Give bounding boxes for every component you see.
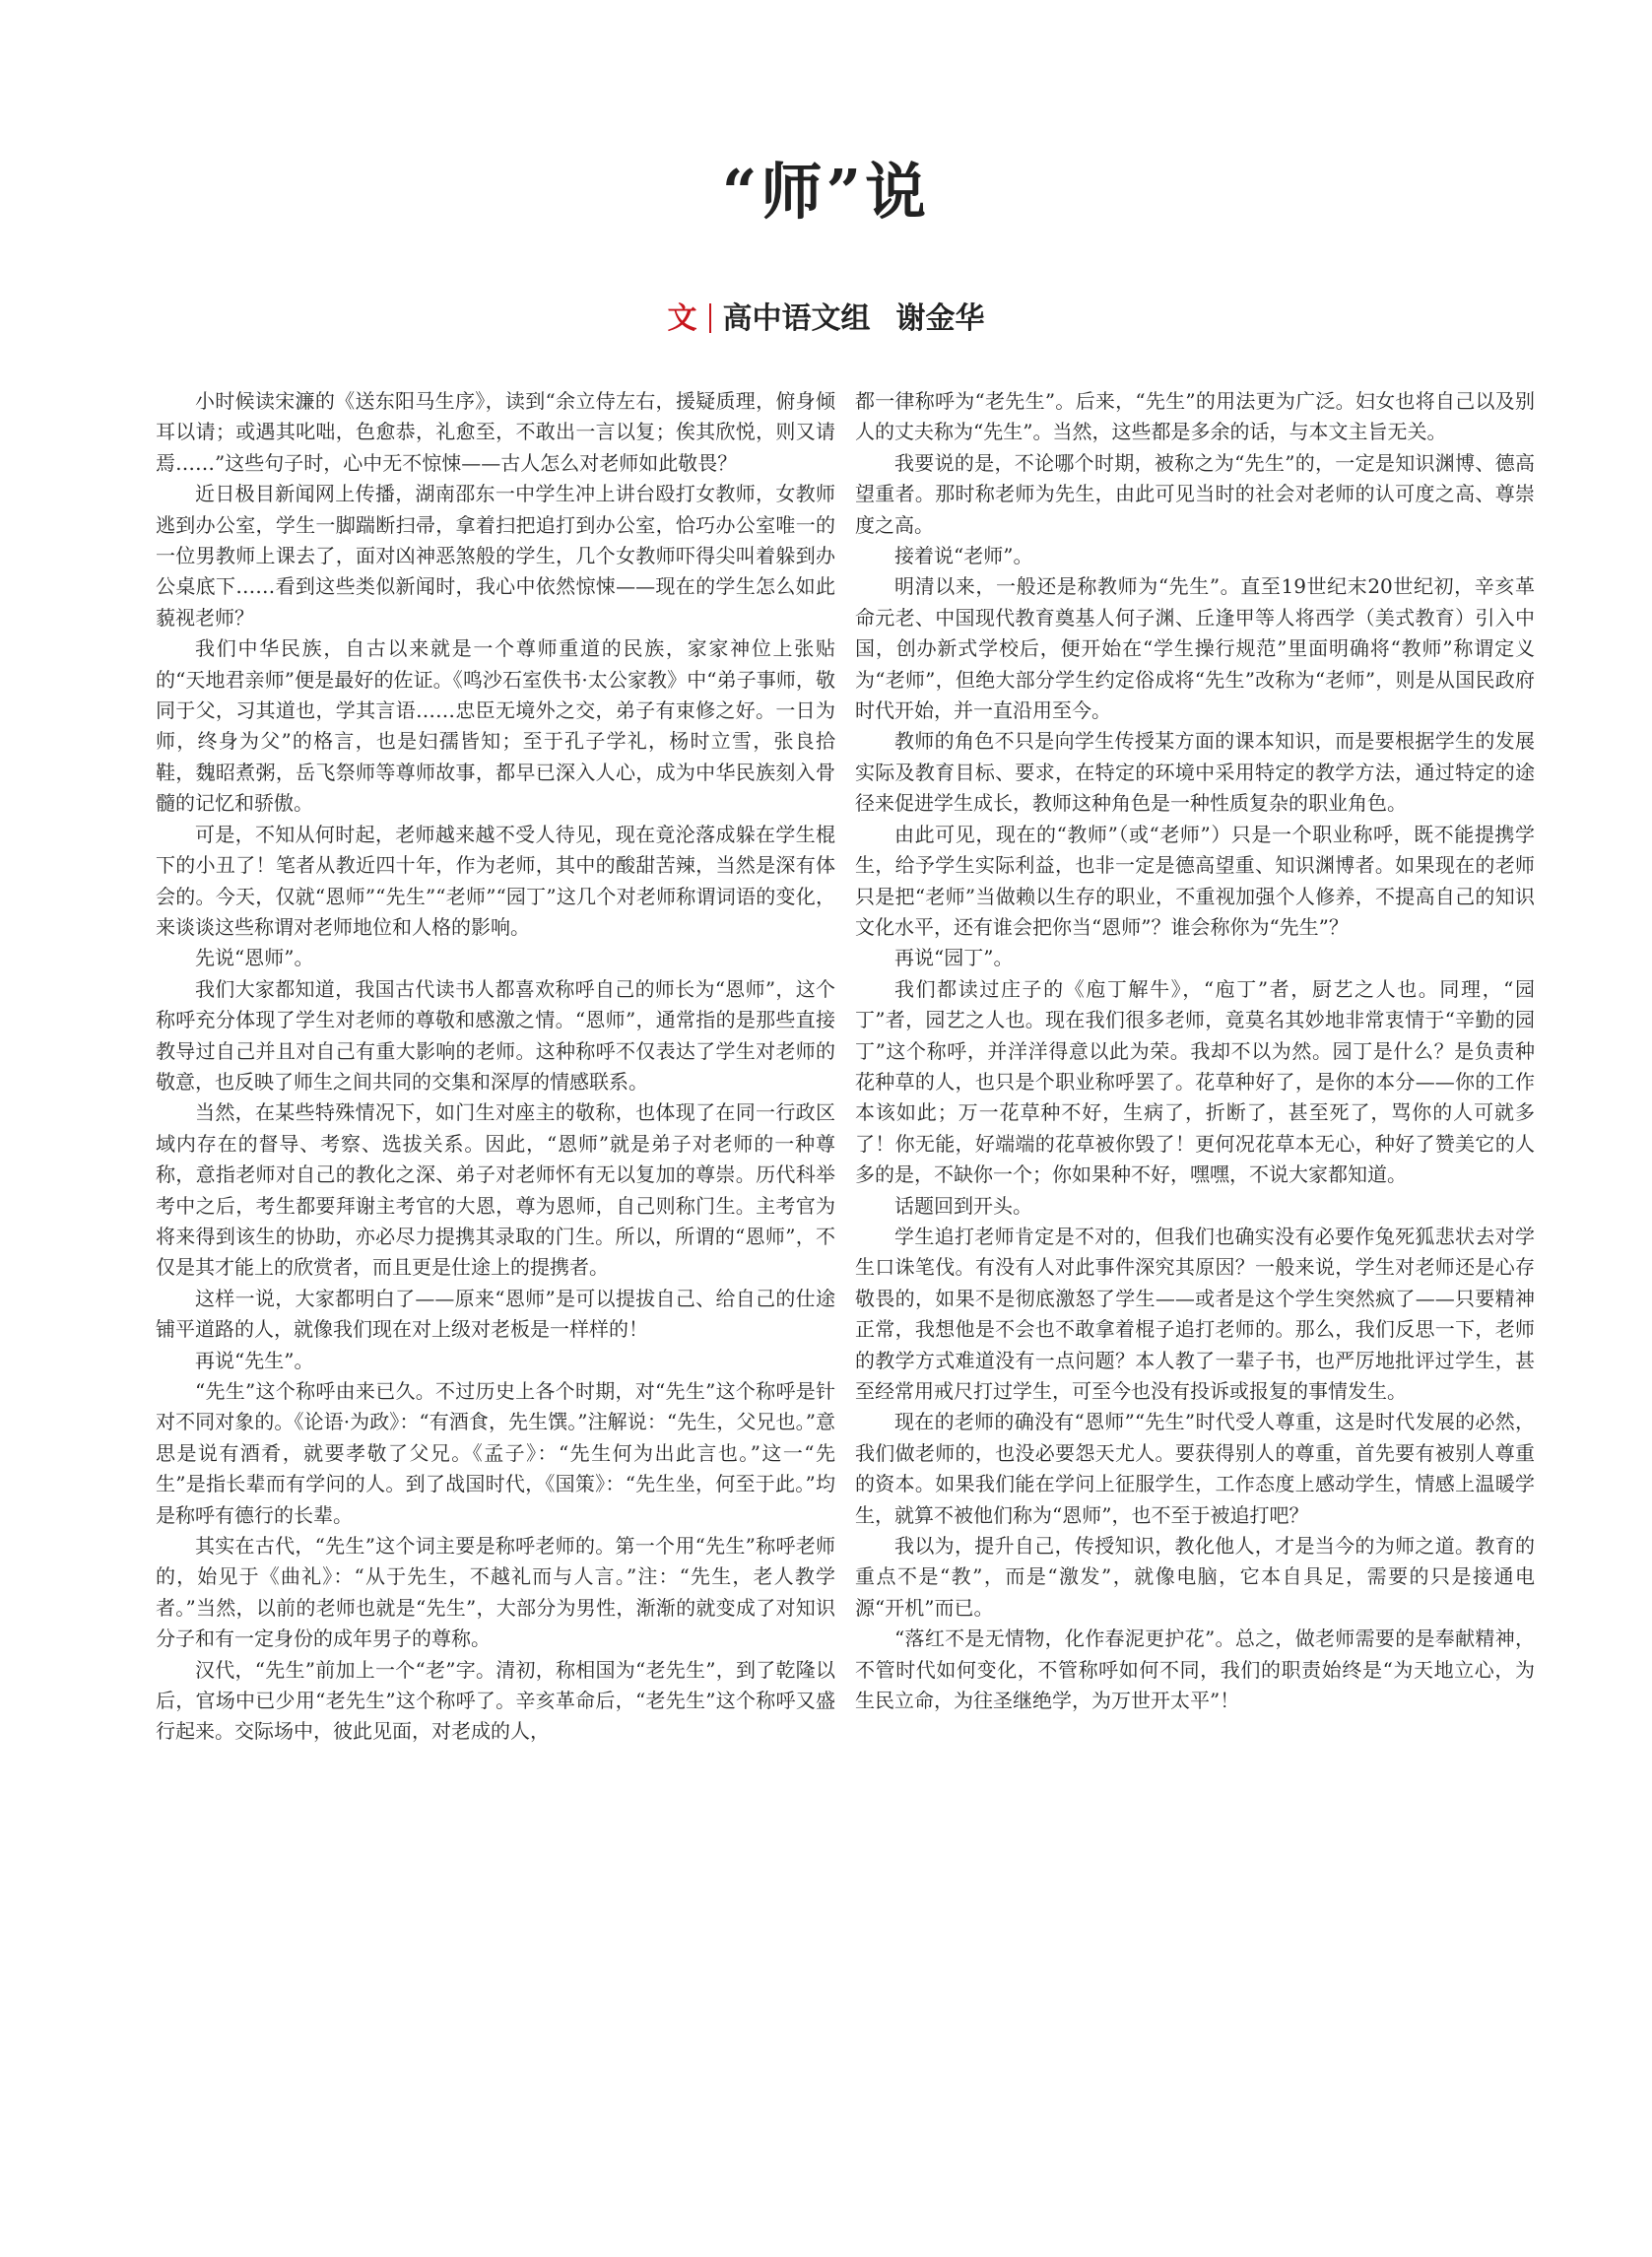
paragraph: 汉代，“先生”前加上一个“老”字。清初，称相国为“老先生”，到了乾隆以后，官场中已少用“老先生”这个称呼了。辛亥革命后，“老先生”这个称呼又盛行起来。交际场中，彼此见面，对老成的人，: [156, 1657, 835, 1744]
byline: [0, 294, 1652, 337]
article-title: “师”说: [721, 156, 931, 228]
paragraph: 我们大家都知道，我国古代读书人都喜欢称呼自己的师长为“恩师”，这个称呼充分体现了学生对老师的尊敬和感激之情。“恩师”，通常指的是那些直接教导过自己并且对自己有重大影响的老师。这种称呼不仅表达了学生对老师的敬意，也反映了师生之间共同的交集和深厚的情感联系。: [156, 976, 835, 1094]
paragraph: 学生追打老师肯定是不对的，但我们也确实没有必要作兔死狐悲状去对学生口诛笔伐。有没有人对此事件深究其原因？一般来说，学生对老师还是心存敬畏的，如果不是彻底激怒了学生——或者是这个学生突然疯了——只要精神正常，我想他是不会也不敢拿着棍子追打老师的。那么，我们反思一下，老师的教学方式难道没有一点问题？本人教了一辈子书，也严厉地批评过学生，甚至经常用戒尺打过学生，可至今也没有投诉或报复的事情发生。: [855, 1224, 1535, 1403]
paragraph-continued: 都一律称呼为“老先生”。后来，“先生”的用法更为广泛。妇女也将自己以及别人的丈夫称为“先生”。当然，这些都是多余的话，与本文主旨无关。: [855, 389, 1535, 444]
paragraph: 我们中华民族，自古以来就是一个尊师重道的民族，家家神位上张贴的“天地君亲师”便是最好的佐证。《鸣沙石室佚书·太公家教》中“弟子事师，敬同于父，习其道也，学其言语……忠臣无境外之交，弟子有束修之好。一日为师，终身为父”的格言，也是妇孺皆知；至于孔子学礼，杨时立雪，张良拾鞋，魏昭煮粥，岳飞祭师等尊师故事，都早已深入人心，成为中华民族刻入骨髓的记忆和骄傲。: [156, 636, 835, 816]
section-heading: 再说“先生”。: [195, 1348, 314, 1372]
byline-prefix: 文: [667, 301, 697, 336]
paragraph: 当然，在某些特殊情况下，如门生对座主的敬称，也体现了在同一行政区域内存在的督导、考察、选拔关系。因此，“恩师”就是弟子对老师的一种尊称，意指老师对自己的教化之深、弟子对老师怀有无以复加的尊崇。历代科举考中之后，考生都要拜谢主考官的大恩，尊为恩师，自己则称门生。主考官为将来得到该生的协助，亦必尽力提携其录取的门生。所以，所谓的“恩师”，不仅是其才能上的欣赏者，而且更是仕途上的提携者。: [156, 1100, 835, 1280]
byline-organization: 高中语文组: [722, 301, 871, 336]
paragraph: 教师的角色不只是向学生传授某方面的课本知识，而是要根据学生的发展实际及教育目标、要求，在特定的环境中采用特定的教学方法，通过特定的途径来促进学生成长，教师这种角色是一种性质复杂的职业角色。: [855, 729, 1535, 816]
paragraph: 可是，不知从何时起，老师越来越不受人待见，现在竟沦落成躲在学生棍下的小丑了！笔者从教近四十年，作为老师，其中的酸甜苦辣，当然是深有体会的。今天，仅就“恩师”“先生”“老师”“园丁”这几个对老师称谓词语的变化，来谈谈这些称谓对老师地位和人格的影响。: [156, 822, 835, 939]
paragraph: “落红不是无情物，化作春泥更护花”。总之，做老师需要的是奉献精神，不管时代如何变化，不管称呼如何不同，我们的职责始终是“为天地立心，为生民立命，为往圣继绝学，为万世开太平”！: [855, 1626, 1535, 1713]
paragraph: 我要说的是，不论哪个时期，被称之为“先生”的，一定是知识渊博、德高望重者。那时称老师为先生，由此可见当时的社会对老师的认可度之高、尊崇度之高。: [855, 450, 1535, 537]
paragraph: 我们都读过庄子的《庖丁解牛》，“庖丁”者，厨艺之人也。同理，“园丁”者，园艺之人也。现在我们很多老师，竟莫名其妙地非常衷情于“辛勤的园丁”这个称呼，并洋洋得意以此为荣。我却不以为然。园丁是什么？是负责种花种草的人，也只是个职业称呼罢了。花草种好了，是你的本分——你的工作本该如此；万一花草种不好，生病了，折断了，甚至死了，骂你的人可就多了！你无能，好端端的花草被你毁了！更何况花草本无心，种好了赞美它的人多的是，不缺你一个；你如果种不好，嘿嘿，不说大家都知道。: [855, 976, 1535, 1187]
paragraph: 现在的老师的确没有“恩师”“先生”时代受人尊重，这是时代发展的必然，我们做老师的，也没必要怨天尤人。要获得别人的尊重，首先要有被别人尊重的资本。如果我们能在学问上征服学生，工作态度上感动学生，情感上温暖学生，就算不被他们称为“恩师”，也不至于被追打吧？: [855, 1410, 1535, 1527]
paragraph: 这样一说，大家都明白了——原来“恩师”是可以提拔自己、给自己的仕途铺平道路的人，就像我们现在对上级对老板是一样样的！: [156, 1286, 835, 1342]
paragraph: 近日极目新闻网上传播，湖南邵东一中学生冲上讲台殴打女教师，女教师逃到办公室，学生一脚踹断扫帚，拿着扫把追打到办公室，恰巧办公室唯一的一位男教师上课去了，面对凶神恶煞般的学生，几个女教师吓得尖叫着躲到办公桌底下……看到这些类似新闻时，我心中依然惊悚——现在的学生怎么如此藐视老师？: [156, 482, 835, 630]
paragraph: “先生”这个称呼由来已久。不过历史上各个时期，对“先生”这个称呼是针对不同对象的。《论语·为政》：“有酒食，先生馔。”注解说：“先生，父兄也。”意思是说有酒肴，就要孝敬了父兄。《孟子》：“先生何为出此言也。”这一“先生”是指长辈而有学问的人。到了战国时代，《国策》：“先生坐，何至于此。”均是称呼有德行的长辈。: [156, 1379, 835, 1527]
section-heading: 先说“恩师”。: [195, 946, 314, 970]
byline-divider: [709, 303, 711, 333]
paragraph: 明清以来，一般还是称教师为“先生”。直至19世纪末20世纪初，辛亥革命元老、中国现代教育奠基人何子渊、丘逢甲等人将西学（美式教育）引入中国，创办新式学校后，便开始在“学生操行规范”里面明确将“教师”称谓定义为“老师”，但绝大部分学生约定俗成将“先生”改称为“老师”，则是从国民政府时代开始，并一直沿用至今。: [855, 574, 1535, 723]
section-heading: 再说“园丁”。: [894, 946, 1014, 970]
byline-author: 谢金华: [895, 301, 985, 336]
section-heading: 接着说“老师”。: [894, 544, 1033, 568]
left-column: [156, 386, 835, 1748]
section-heading: 话题回到开头。: [894, 1193, 1032, 1218]
paragraph: 由此可见，现在的“教师”（或“老师”）只是一个职业称呼，既不能提携学生，给予学生实际利益，也非一定是德高望重、知识渊博者。如果现在的老师只是把“老师”当做赖以生存的职业，不重视加强个人修养，不提高自己的知识文化水平，还有谁会把你当“恩师”？谁会称你为“先生”？: [855, 822, 1535, 939]
right-column: [855, 386, 1535, 1716]
paragraph: 其实在古代，“先生”这个词主要是称呼老师的。第一个用“先生”称呼老师的，始见于《曲礼》：“从于先生，不越礼而与人言。”注：“先生，老人教学者。”当然，以前的老师也就是“先生”，大部分为男性，渐渐的就变成了对知识分子和有一定身份的成年男子的尊称。: [156, 1534, 835, 1651]
paragraph: 小时候读宋濂的《送东阳马生序》，读到“余立侍左右，援疑质理，俯身倾耳以请；或遇其叱咄，色愈恭，礼愈至，不敢出一言以复；俟其欣悦，则又请焉……”这些句子时，心中无不惊悚——古人怎么对老师如此敬畏？: [156, 389, 835, 475]
paragraph: 我以为，提升自己，传授知识，教化他人，才是当今的为师之道。教育的重点不是“教”，而是“激发”，就像电脑，它本自具足，需要的只是接通电源“开机”而已。: [855, 1534, 1535, 1620]
